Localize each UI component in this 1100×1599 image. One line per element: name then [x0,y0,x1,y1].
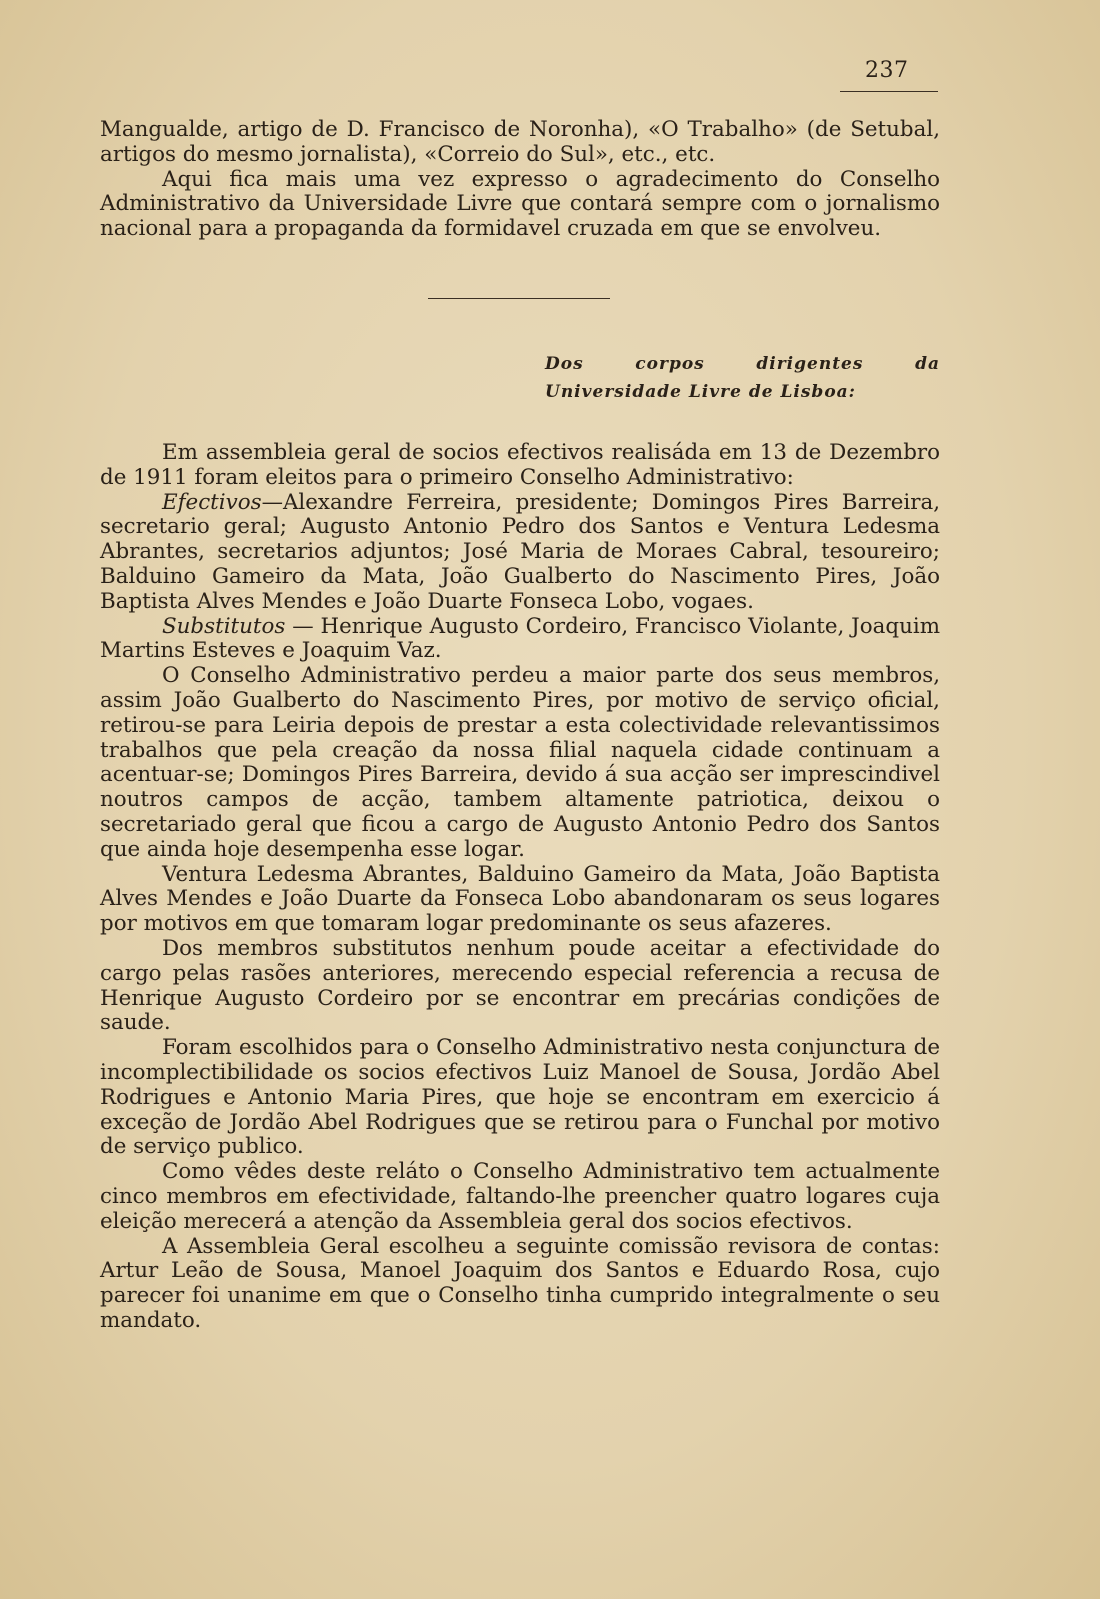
paragraph: Ventura Ledesma Abrantes, Balduino Gameiro da Mata, João Baptista Alves Mendes e João Duarte da Fonseca Lobo abandonaram os seus logares por motivos em que tomaram logar predominante os seus afazeres. [100,861,940,937]
paragraph: O Conselho Administrativo perdeu a maior parte dos seus membros, assim João Gualberto do Nascimento Pires, por motivo de serviço oficial, retirou-se para Leiria depois de prestar a esta colectividade relevantissimos trabalhos que pela creação da nossa filial naquela cidade continuam a acentuar-se; Domingos Pires Barreira, devido á sua acção ser imprescindivel noutros campos de acção, tambem altamente patriotica, deixou o secretariado geral que ficou a cargo de Augusto Antonio Pedro dos Santos que ainda hoje desempenha esse logar. [100,663,940,862]
substitutos-paragraph [100,615,940,665]
page-number: 237 [865,58,909,83]
efectivos-text: —Alexandre Ferreira, presidente; Domingos Pires Barreira, secretario geral; Augusto Antonio Pedro dos Santos e Ventura Ledesma Abrantes, secretarios adjuntos; José Maria de Moraes Cabral, tesoureiro; Balduino Gameiro da Mata, João Gualberto do Nascimento Pires, João Baptista Alves Mendes e João Duarte Fonseca Lobo, vogaes. [100,489,940,614]
intro-paragraph: Mangualde, artigo de D. Francisco de Noronha), «O Trabalho» (de Setubal, artigos do mesmo jornalista), «Correio do Sul», etc., etc. [100,117,940,167]
substitutos-text: — Henrique Augusto Cordeiro, Francisco Violante, Joaquim Martins Esteves e Joaquim Vaz. [100,613,940,664]
efectivos-label: Efectivos [162,489,262,515]
paragraph: Dos membros substitutos nenhum poude aceitar a efectividade do cargo pelas rasões anteriores, merecendo especial referencia a recusa de Henrique Augusto Cordeiro por se encontrar em precárias condições de saude. [100,935,940,1036]
paragraph: Foram escolhidos para o Conselho Administrativo nesta conjunctura de incomplectibilidade os socios efectivos Luiz Manoel de Sousa, Jordão Abel Rodrigues e Antonio Maria Pires, que hoje se encontram em exercicio á exceção de Jordão Abel Rodrigues que se retirou para o Funchal por motivo de serviço publico. [100,1035,940,1160]
main-text-block [100,441,940,1334]
page-number-rule [840,91,938,92]
paragraph: Como vêdes deste reláto o Conselho Administrativo tem actualmente cinco membros em efectividade, faltando-lhe preencher quatro logares cuja eleição merecerá a atenção da Assembleia geral dos socios efectivos. [100,1159,940,1234]
paragraph: A Assembleia Geral escolheu a seguinte comissão revisora de contas: Artur Leão de Sousa, Manoel Joaquim dos Santos e Eduardo Rosa, cujo parecer foi unanime em que o Conselho tinha cumprido integralmente o seu mandato. [100,1233,940,1333]
paragraph: Em assembleia geral de socios efectivos realisáda em 13 de Dezembro de 1911 foram eleitos para o primeiro Conselho Administrativo: [100,440,940,490]
intro-block [100,118,940,242]
efectivos-paragraph [100,491,940,615]
section-divider [428,298,610,299]
section-heading: Dos corpos dirigentes da Universidade Livre de Lisboa: [545,354,940,402]
substitutos-label: Substitutos [162,613,286,639]
intro-paragraph: Aqui fica mais uma vez expresso o agradecimento do Conselho Administrativo da Universidade Livre que contará sempre com o jornalismo nacional para a propaganda da formidavel cruzada em que se envolveu. [100,166,940,242]
